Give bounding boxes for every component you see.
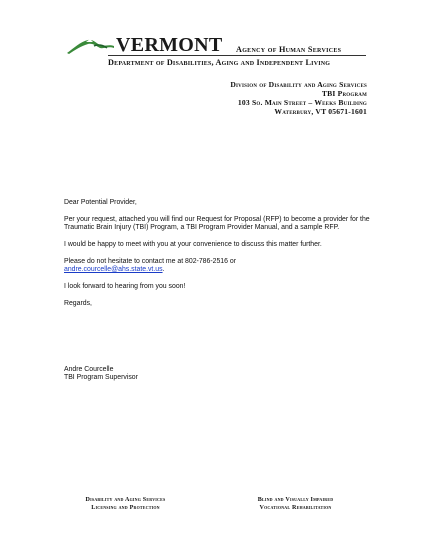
footer-left (38, 496, 213, 513)
letter-body (64, 199, 374, 308)
address-line: Waterbury, VT 05671-1601 (274, 107, 367, 116)
footer-left-line: Licensing and Protection (91, 505, 160, 512)
salutation: Dear Potential Provider, (64, 199, 137, 206)
signer-title: TBI Program Supervisor (64, 374, 138, 382)
closing: Regards, (64, 299, 92, 307)
address-line: TBI Program (321, 89, 367, 98)
signer-name: Andre Courcelle (64, 366, 114, 373)
footer-right-line: Blind and Visually Impaired (257, 497, 334, 503)
letterhead-rule (108, 55, 366, 56)
agency-name: Agency of Human Services (236, 45, 342, 54)
address-line: Division of Disability and Aging Services (230, 80, 367, 89)
paragraph-contact (64, 258, 374, 275)
signature-block (64, 366, 138, 383)
footer-right-line: Vocational Rehabilitation (259, 505, 332, 512)
department-name: Department of Disabilities, Aging and Independent Living (108, 58, 331, 67)
footer-right (218, 496, 373, 513)
contact-text: Please do not hesitate to contact me at 802-786-2516 or (64, 257, 236, 265)
paragraph-request: Per your request, attached you will find our Request for Proposal (RFP) to become a provider for the Traumatic Brain Injury (TBI) Program, a TBI Program Provider Manual, and a sample RFP. (64, 215, 370, 232)
email-suffix: . (162, 265, 165, 273)
vermont-logo (66, 34, 223, 56)
footer-left-line: Disability and Aging Services (85, 497, 166, 503)
division-address (230, 80, 367, 116)
paragraph-closing-remark: I look forward to hearing from you soon! (64, 282, 186, 290)
mountain-logo-icon (66, 36, 116, 56)
address-line: 103 So. Main Street – Weeks Building (237, 98, 367, 107)
paragraph-meeting: I would be happy to meet with you at your convenience to discuss this matter further. (64, 240, 322, 248)
email-link[interactable]: andre.courcelle@ahs.state.vt.us (64, 265, 163, 273)
logo-wordmark: VERMONT (116, 34, 223, 56)
